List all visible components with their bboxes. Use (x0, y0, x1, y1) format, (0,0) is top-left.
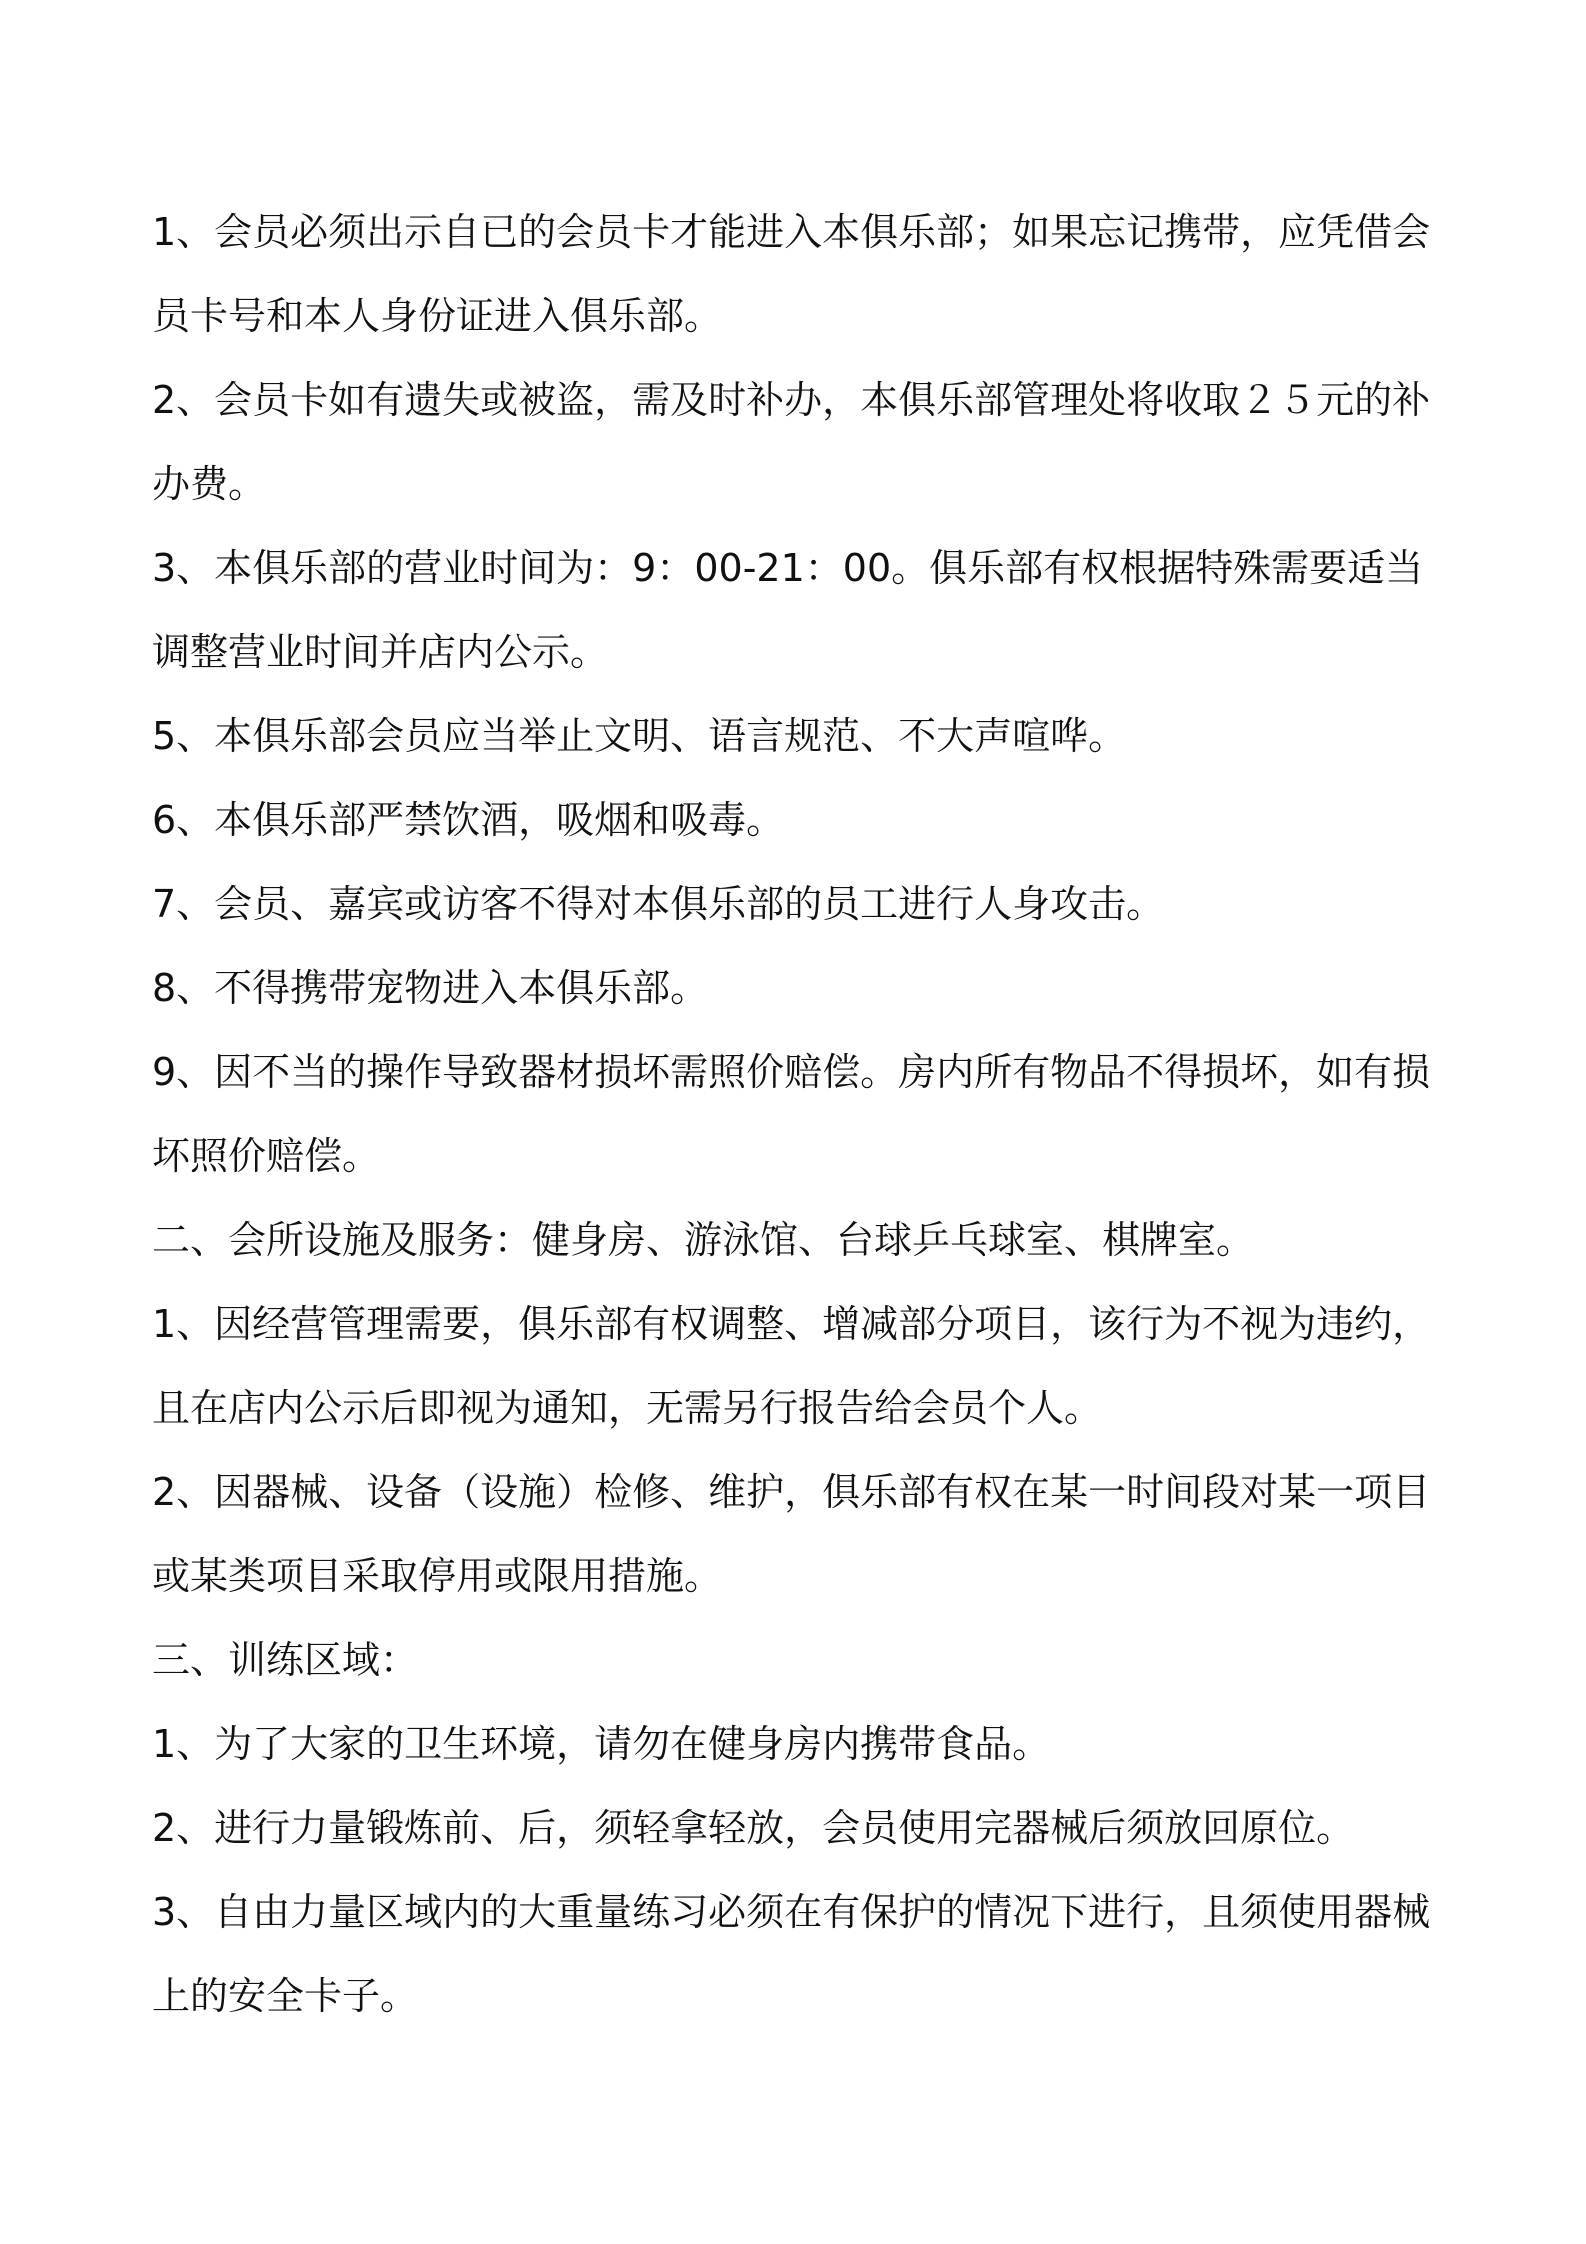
rule-paragraph: 1、为了大家的卫生环境，请勿在健身房内携带食品。 (152, 1722, 1051, 1766)
rule-paragraph: 9、因不当的操作导致器材损坏需照价赔偿。房内所有物品不得损坏，如有损坏照价赔偿。 (152, 1050, 1431, 1178)
rule-paragraph: 8、不得携带宠物进入本俱乐部。 (152, 966, 709, 1010)
section-heading-training-area: 三、训练区域： (152, 1638, 419, 1682)
rule-paragraph: 3、本俱乐部的营业时间为：9：00-21：00。俱乐部有权根据特殊需要适当调整营业时间并店内公示。 (152, 546, 1424, 674)
rule-paragraph: 2、进行力量锻炼前、后，须轻拿轻放，会员使用完器械后须放回原位。 (152, 1806, 1355, 1850)
rule-paragraph: 1、因经营管理需要，俱乐部有权调整、增减部分项目，该行为不视为违约，且在店内公示后即视为通知，无需另行报告给会员个人。 (152, 1302, 1431, 1430)
rule-paragraph: 1、会员必须出示自已的会员卡才能进入本俱乐部；如果忘记携带，应凭借会员卡号和本人身份证进入俱乐部。 (152, 210, 1431, 338)
rule-paragraph: 5、本俱乐部会员应当举止文明、语言规范、不大声喧哗。 (152, 714, 1127, 758)
section-heading-facilities: 二、会所设施及服务：健身房、游泳馆、台球乒乓球室、棋牌室。 (152, 1218, 1255, 1262)
rule-paragraph: 3、自由力量区域内的大重量练习必须在有保护的情况下进行，且须使用器械上的安全卡子。 (152, 1890, 1431, 2018)
rule-paragraph: 2、会员卡如有遗失或被盗，需及时补办，本俱乐部管理处将收取２５元的补办费。 (152, 378, 1431, 506)
rule-paragraph: 7、会员、嘉宾或访客不得对本俱乐部的员工进行人身攻击。 (152, 882, 1165, 926)
document-body (152, 190, 1452, 2038)
rule-paragraph: 2、因器械、设备（设施）检修、维护，俱乐部有权在某一时间段对某一项目或某类项目采取停用或限用措施。 (152, 1470, 1431, 1598)
rule-paragraph: 6、本俱乐部严禁饮酒，吸烟和吸毒。 (152, 798, 785, 842)
